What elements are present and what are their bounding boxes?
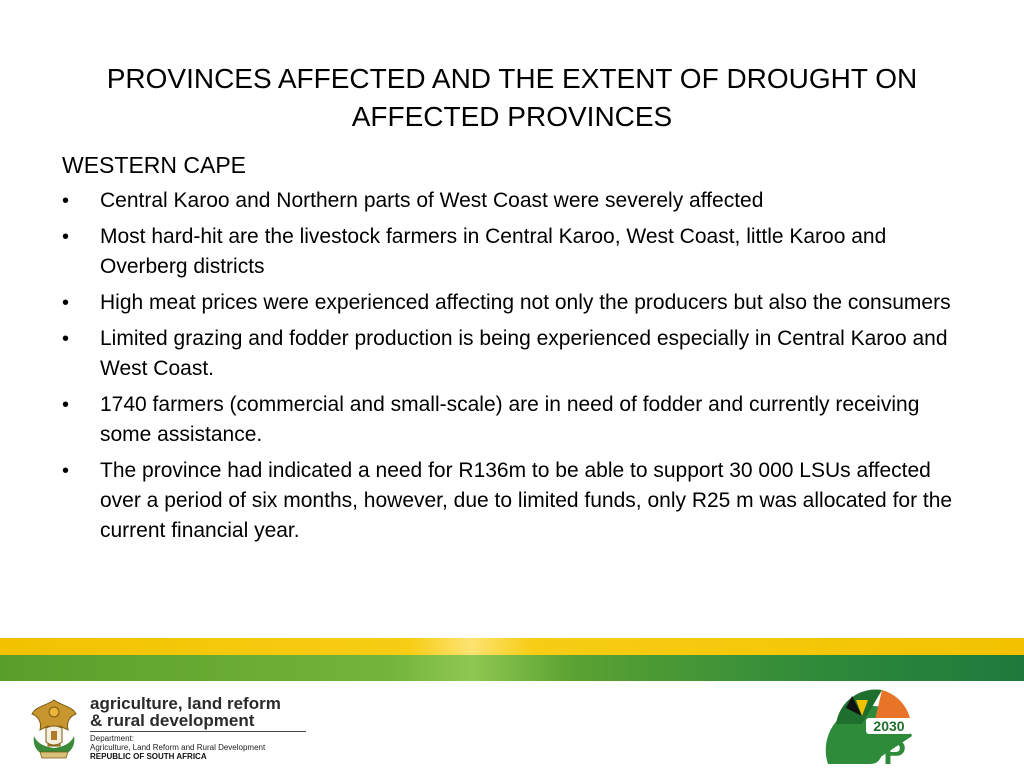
bullet-dot: • <box>62 460 70 482</box>
section-heading: WESTERN CAPE <box>62 152 247 178</box>
bullet-item <box>62 222 962 282</box>
bullet-item <box>62 390 962 450</box>
yellow-footer-band <box>0 638 1024 655</box>
bullet-text: Limited grazing and fodder production is being experienced especially in Central Karoo and West Coast. <box>100 327 948 380</box>
department-label: Department: <box>90 734 135 743</box>
department-name-line-2: & rural development <box>90 711 255 730</box>
slide-title: PROVINCES AFFECTED AND THE EXTENT OF DROUGHT ON AFFECTED PROVINCES <box>106 63 918 132</box>
bullet-dot: • <box>62 190 70 212</box>
coat-of-arms-icon <box>26 696 82 760</box>
bullet-dot: • <box>62 328 70 350</box>
bullet-item <box>62 324 962 384</box>
bullet-text: The province had indicated a need for R136m to be able to support 30 000 LSUs affected over a period of six months, however, due to limited funds, only R25 m was allocated for the current financial year. <box>100 459 953 542</box>
ndp-text: NDP <box>834 734 906 768</box>
republic-label: REPUBLIC OF SOUTH AFRICA <box>90 752 207 761</box>
bullet-dot: • <box>62 394 70 416</box>
bullet-dot: • <box>62 292 70 314</box>
department-full-name: Agriculture, Land Reform and Rural Development <box>90 743 266 752</box>
bullet-item <box>62 288 962 318</box>
department-name-line-1: agriculture, land reform <box>90 694 281 713</box>
bullet-text: Most hard-hit are the livestock farmers in Central Karoo, West Coast, little Karoo and Overberg districts <box>100 225 887 278</box>
ndp-logo-icon <box>822 684 918 768</box>
bullet-text: Central Karoo and Northern parts of West Coast were severely affected <box>100 189 764 212</box>
department-logo <box>26 694 286 762</box>
bullet-dot: • <box>62 226 70 248</box>
bullet-text: 1740 farmers (commercial and small-scale) are in need of fodder and currently receiving some assistance. <box>100 393 920 446</box>
bullet-list <box>62 186 962 552</box>
ndp-year: 2030 <box>873 718 905 734</box>
department-divider <box>90 731 306 732</box>
bullet-item <box>62 186 962 216</box>
bullet-item <box>62 456 962 546</box>
bullet-text: High meat prices were experienced affecting not only the producers but also the consumers <box>100 291 951 314</box>
green-footer-band <box>0 655 1024 681</box>
